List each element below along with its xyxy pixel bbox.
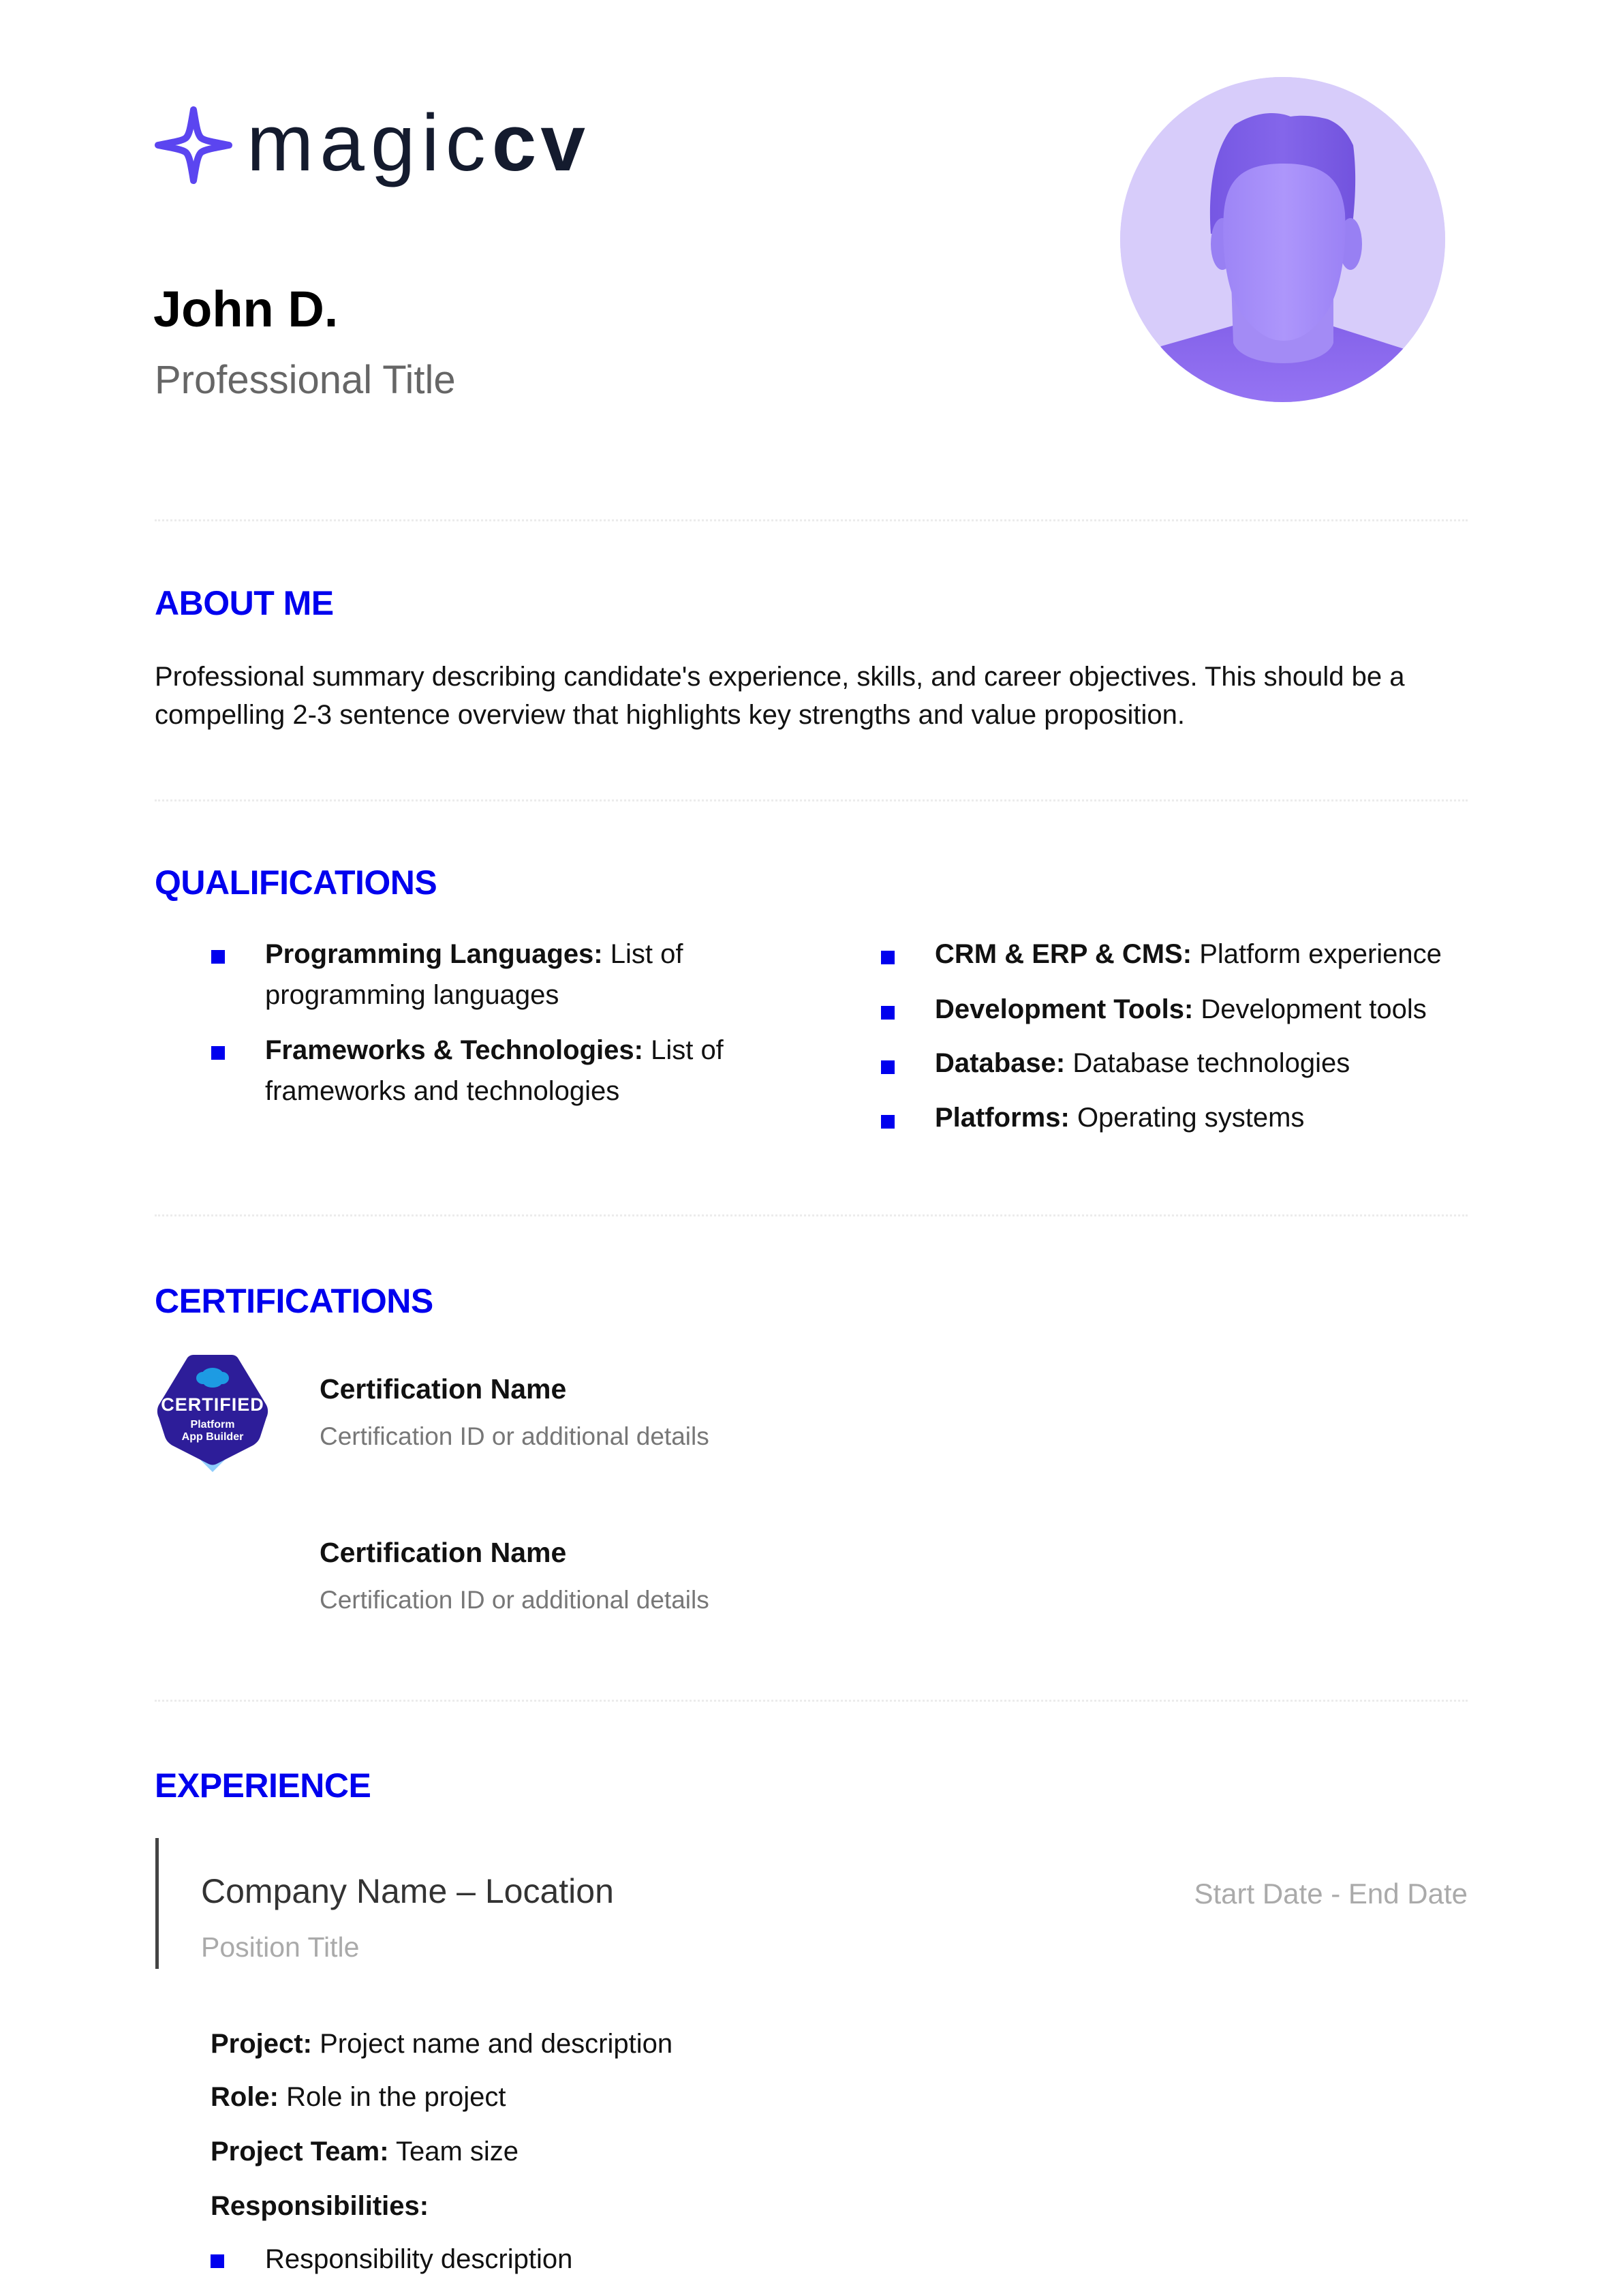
qualification-value: Development tools bbox=[1201, 994, 1427, 1024]
certification-badge bbox=[154, 1355, 271, 1475]
logo-wordmark bbox=[247, 98, 590, 188]
qualification-item bbox=[935, 1097, 1304, 1138]
qualification-item bbox=[265, 1030, 810, 1112]
about-heading: ABOUT ME bbox=[155, 584, 334, 622]
job-role-value: Role in the project bbox=[286, 2082, 506, 2112]
about-text: Professional summary describing candidate's experience, skills, and career objectives. This should be a compelling 2-3 sentence overview that highlights key strengths and value proposition. bbox=[155, 662, 1405, 730]
job-position: Position Title bbox=[201, 1931, 360, 1963]
job-project bbox=[211, 2027, 673, 2061]
qualification-label: CRM & ERP & CMS: bbox=[935, 939, 1192, 969]
bullet-icon bbox=[211, 1046, 225, 1060]
qualification-label: Platforms: bbox=[935, 1103, 1070, 1133]
job-responsibilities-label bbox=[211, 2189, 429, 2223]
person-silhouette-icon bbox=[1120, 77, 1445, 402]
badge-line3: App Builder bbox=[181, 1431, 244, 1443]
qualification-value: List of bbox=[651, 1035, 724, 1065]
bullet-icon bbox=[881, 1115, 895, 1129]
qualification-item bbox=[935, 1043, 1350, 1084]
qualification-value: Platform experience bbox=[1199, 939, 1442, 969]
logo-star-icon bbox=[154, 106, 233, 185]
section-divider bbox=[155, 1700, 1468, 1702]
certifications-heading: CERTIFICATIONS bbox=[155, 1282, 433, 1320]
qualification-label: Development Tools: bbox=[935, 994, 1194, 1024]
section-divider bbox=[155, 799, 1468, 801]
certification-name: Certification Name bbox=[320, 1537, 567, 1568]
qualification-value-cont: frameworks and technologies bbox=[265, 1076, 620, 1106]
qualification-label: Database: bbox=[935, 1048, 1066, 1078]
qualification-item bbox=[265, 934, 810, 1015]
badge-line2: Platform bbox=[190, 1419, 235, 1430]
job-project-label: Project: bbox=[211, 2029, 312, 2059]
section-divider bbox=[155, 519, 1468, 521]
bullet-icon bbox=[881, 1006, 895, 1020]
professional-title: Professional Title bbox=[155, 358, 456, 402]
responsibility-item: Responsibility description bbox=[265, 2244, 573, 2274]
job-accent-border bbox=[155, 1838, 159, 1969]
responsibilities-label: Responsibilities: bbox=[211, 2191, 429, 2221]
qualification-value-cont: programming languages bbox=[265, 980, 559, 1010]
job-role-label: Role: bbox=[211, 2082, 279, 2112]
qualification-label: Frameworks & Technologies: bbox=[265, 1035, 643, 1065]
job-team-label: Project Team: bbox=[211, 2137, 389, 2167]
qualification-label: Programming Languages: bbox=[265, 939, 603, 969]
certification-detail: Certification ID or additional details bbox=[320, 1586, 709, 1614]
job-team bbox=[211, 2134, 519, 2169]
candidate-name: John D. bbox=[153, 281, 339, 337]
badge-certified-text: CERTIFIED bbox=[161, 1394, 264, 1415]
qualification-value: Database technologies bbox=[1072, 1048, 1350, 1078]
job-dates: Start Date - End Date bbox=[1194, 1878, 1468, 1910]
section-divider bbox=[155, 1214, 1468, 1216]
logo-text-bold: cv bbox=[491, 98, 590, 188]
job-company: Company Name – Location bbox=[201, 1872, 614, 1910]
avatar bbox=[1120, 77, 1445, 402]
logo-text-regular: magic bbox=[247, 98, 492, 188]
bullet-icon bbox=[881, 951, 895, 964]
qualifications-heading: QUALIFICATIONS bbox=[155, 863, 437, 902]
qualification-value: List of bbox=[610, 939, 683, 969]
qualification-item bbox=[935, 934, 1442, 975]
bullet-icon bbox=[211, 950, 225, 964]
certification-name: Certification Name bbox=[320, 1373, 567, 1405]
job-project-value: Project name and description bbox=[320, 2029, 673, 2059]
job-team-value: Team size bbox=[395, 2137, 519, 2167]
qualification-value: Operating systems bbox=[1077, 1103, 1305, 1133]
qualification-item bbox=[935, 989, 1427, 1030]
bullet-icon bbox=[881, 1060, 895, 1074]
job-role bbox=[211, 2080, 506, 2114]
certification-detail: Certification ID or additional details bbox=[320, 1422, 709, 1450]
experience-heading: EXPERIENCE bbox=[155, 1766, 371, 1805]
bullet-icon bbox=[211, 2254, 224, 2268]
